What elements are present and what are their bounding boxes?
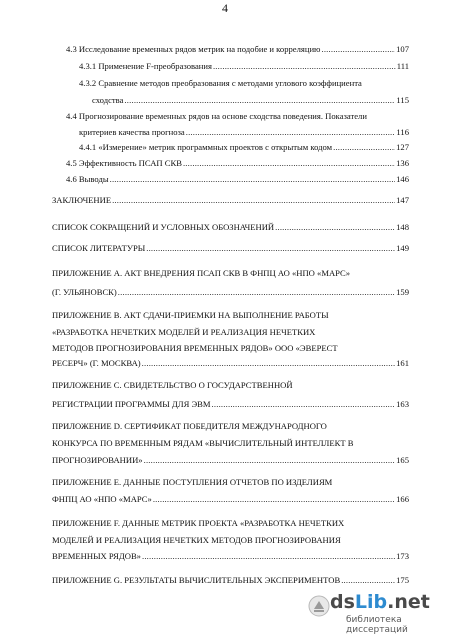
toc-entry-page: 147 — [396, 195, 409, 205]
toc-entry-line[interactable]: ПРИЛОЖЕНИЕ D. СЕРТИФИКАТ ПОБЕДИТЕЛЯ МЕЖДУНАРОДНОГО — [52, 421, 327, 431]
toc-entry-title: ВРЕМЕННЫХ РЯДОВ» — [52, 551, 141, 561]
toc-entry-title: 4.3 Исследование временных рядов метрик на подобие и корреляцию — [66, 44, 321, 54]
toc-entry[interactable] — [52, 243, 409, 254]
toc-entry[interactable] — [52, 287, 409, 298]
page-number: 4 — [222, 1, 228, 15]
toc-entry-page: 136 — [396, 158, 409, 168]
toc-entry-page: 146 — [396, 174, 409, 184]
toc-entry-line[interactable]: ПРИЛОЖЕНИЕ С. СВИДЕТЕЛЬСТВО О ГОСУДАРСТВЕННОЙ — [52, 380, 293, 390]
dslib-watermark — [300, 585, 450, 637]
leader-dots — [124, 95, 395, 106]
toc-entry-page: 116 — [396, 127, 409, 137]
toc-entry-title: ФНПЦ АО «НПО «МАРС» — [52, 494, 152, 504]
leader-dots — [144, 455, 396, 466]
toc-entry-title: 4.4.1 «Измерение» метрик программных проектов с открытым кодом — [79, 142, 333, 152]
toc-entry-page: 166 — [396, 494, 409, 504]
watermark-brand-main: ds — [330, 591, 355, 613]
toc-entry[interactable] — [52, 222, 409, 233]
leader-dots — [213, 61, 396, 72]
watermark-subtitle: библиотека диссертаций — [346, 615, 408, 635]
toc-entry-title: 4.6 Выводы — [66, 174, 109, 184]
toc-entry-title: критериев качества прогноза — [79, 127, 185, 137]
toc-entry[interactable] — [66, 44, 409, 55]
toc-entry-title: ПРИЛОЖЕНИЕ G. РЕЗУЛЬТАТЫ ВЫЧИСЛИТЕЛЬНЫХ ЭКСПЕРИМЕНТОВ — [52, 575, 341, 585]
toc-entry-title: ПРОГНОЗИРОВАНИИ» — [52, 455, 143, 465]
toc-entry[interactable] — [52, 455, 409, 466]
leader-dots — [142, 551, 395, 562]
toc-entry-page: 148 — [396, 222, 409, 232]
toc-entry[interactable] — [79, 142, 409, 153]
toc-entry[interactable] — [66, 158, 409, 169]
leader-dots — [142, 358, 395, 369]
toc-entry-page: 175 — [396, 575, 409, 585]
leader-dots — [146, 243, 395, 254]
toc-entry[interactable] — [66, 174, 409, 185]
leader-dots — [110, 174, 396, 185]
toc-entry-line[interactable]: МЕТОДОВ ПРОГНОЗИРОВАНИЯ ВРЕМЕННЫХ РЯДОВ» ООО «ЭВЕРЕСТ — [52, 343, 338, 353]
leader-dots — [186, 127, 396, 138]
leader-dots — [118, 287, 395, 298]
leader-dots — [183, 158, 395, 169]
toc-entry-title: ЗАКЛЮЧЕНИЕ — [52, 195, 112, 205]
toc-entry[interactable] — [79, 127, 409, 138]
toc-entry-page: 149 — [396, 243, 409, 253]
toc-entry-title: СПИСОК ЛИТЕРАТУРЫ — [52, 243, 146, 253]
toc-entry-line[interactable]: ПРИЛОЖЕНИЕ F. ДАННЫЕ МЕТРИК ПРОЕКТА «РАЗРАБОТКА НЕЧЕТКИХ — [52, 518, 345, 528]
toc-entry-page: 173 — [396, 551, 409, 561]
toc-entry-page: 107 — [396, 44, 409, 54]
toc-entry[interactable] — [52, 399, 409, 410]
toc-entry-line[interactable]: 4.4 Прогнозирование временных рядов на основе сходства поведения. Показатели — [66, 111, 367, 121]
toc-entry-page: 161 — [396, 358, 409, 368]
toc-entry-page: 115 — [396, 95, 409, 105]
watermark-brand-tld: .net — [387, 591, 430, 613]
toc-entry[interactable] — [52, 195, 409, 206]
toc-entry-page: 159 — [396, 287, 409, 297]
toc-entry-line[interactable]: ПРИЛОЖЕНИЕ А. АКТ ВНЕДРЕНИЯ ПСАП СКВ В ФНПЦ АО «НПО «МАРС» — [52, 268, 351, 278]
leader-dots — [333, 142, 395, 153]
toc-entry-title: РЕГИСТРАЦИИ ПРОГРАММЫ ДЛЯ ЭВМ — [52, 399, 211, 409]
watermark-brand-lib: Lib — [354, 591, 388, 613]
toc-entry-title: (Г. УЛЬЯНОВСК) — [52, 287, 117, 297]
watermark-brand — [330, 591, 430, 613]
toc-entry[interactable] — [52, 358, 409, 369]
toc-entry-title: СПИСОК СОКРАЩЕНИЙ И УСЛОВНЫХ ОБОЗНАЧЕНИЙ — [52, 222, 275, 232]
leader-dots — [275, 222, 395, 233]
dslib-logo-icon — [308, 595, 330, 617]
toc-entry-title: 4.3.1 Применение F-преобразования — [79, 61, 212, 71]
toc-entry-line[interactable]: МОДЕЛЕЙ И РЕАЛИЗАЦИЯ НЕЧЕТКИХ МЕТОДОВ ПРОГНОЗИРОВАНИЯ — [52, 535, 341, 545]
toc-entry-page: 165 — [396, 455, 409, 465]
toc-entry-title: сходства — [92, 95, 124, 105]
toc-entry-title: РЕСЕРЧ» (Г. МОСКВА) — [52, 358, 141, 368]
toc-entry-line[interactable]: 4.3.2 Сравнение методов преобразования с методами углового коэффициента — [79, 78, 362, 88]
leader-dots — [112, 195, 395, 206]
toc-entry-line[interactable]: ПРИЛОЖЕНИЕ B. АКТ СДАЧИ-ПРИЕМКИ НА ВЫПОЛНЕНИЕ РАБОТЫ — [52, 310, 329, 320]
toc-entry-title: 4.5 Эффективность ПСАП СКВ — [66, 158, 182, 168]
leader-dots — [212, 399, 396, 410]
leader-dots — [153, 494, 395, 505]
leader-dots — [321, 44, 395, 55]
toc-entry-line[interactable]: «РАЗРАБОТКА НЕЧЕТКИХ МОДЕЛЕЙ И РЕАЛИЗАЦИЯ НЕЧЕТКИХ — [52, 327, 316, 337]
toc-entry[interactable] — [92, 95, 409, 106]
toc-entry-line[interactable]: КОНКУРСА ПО ВРЕМЕННЫМ РЯДАМ «ВЫЧИСЛИТЕЛЬНЫЙ ИНТЕЛЛЕКТ В — [52, 438, 354, 448]
toc-entry-page: 127 — [396, 142, 409, 152]
toc-entry-page: 163 — [396, 399, 409, 409]
toc-entry[interactable] — [79, 61, 409, 72]
toc-entry-line[interactable]: ПРИЛОЖЕНИЕ Е. ДАННЫЕ ПОСТУПЛЕНИЯ ОТЧЕТОВ ПО ИЗДЕЛИЯМ — [52, 477, 333, 487]
toc-entry[interactable] — [52, 494, 409, 505]
toc-entry[interactable] — [52, 551, 409, 562]
toc-entry-page: 111 — [396, 61, 409, 71]
